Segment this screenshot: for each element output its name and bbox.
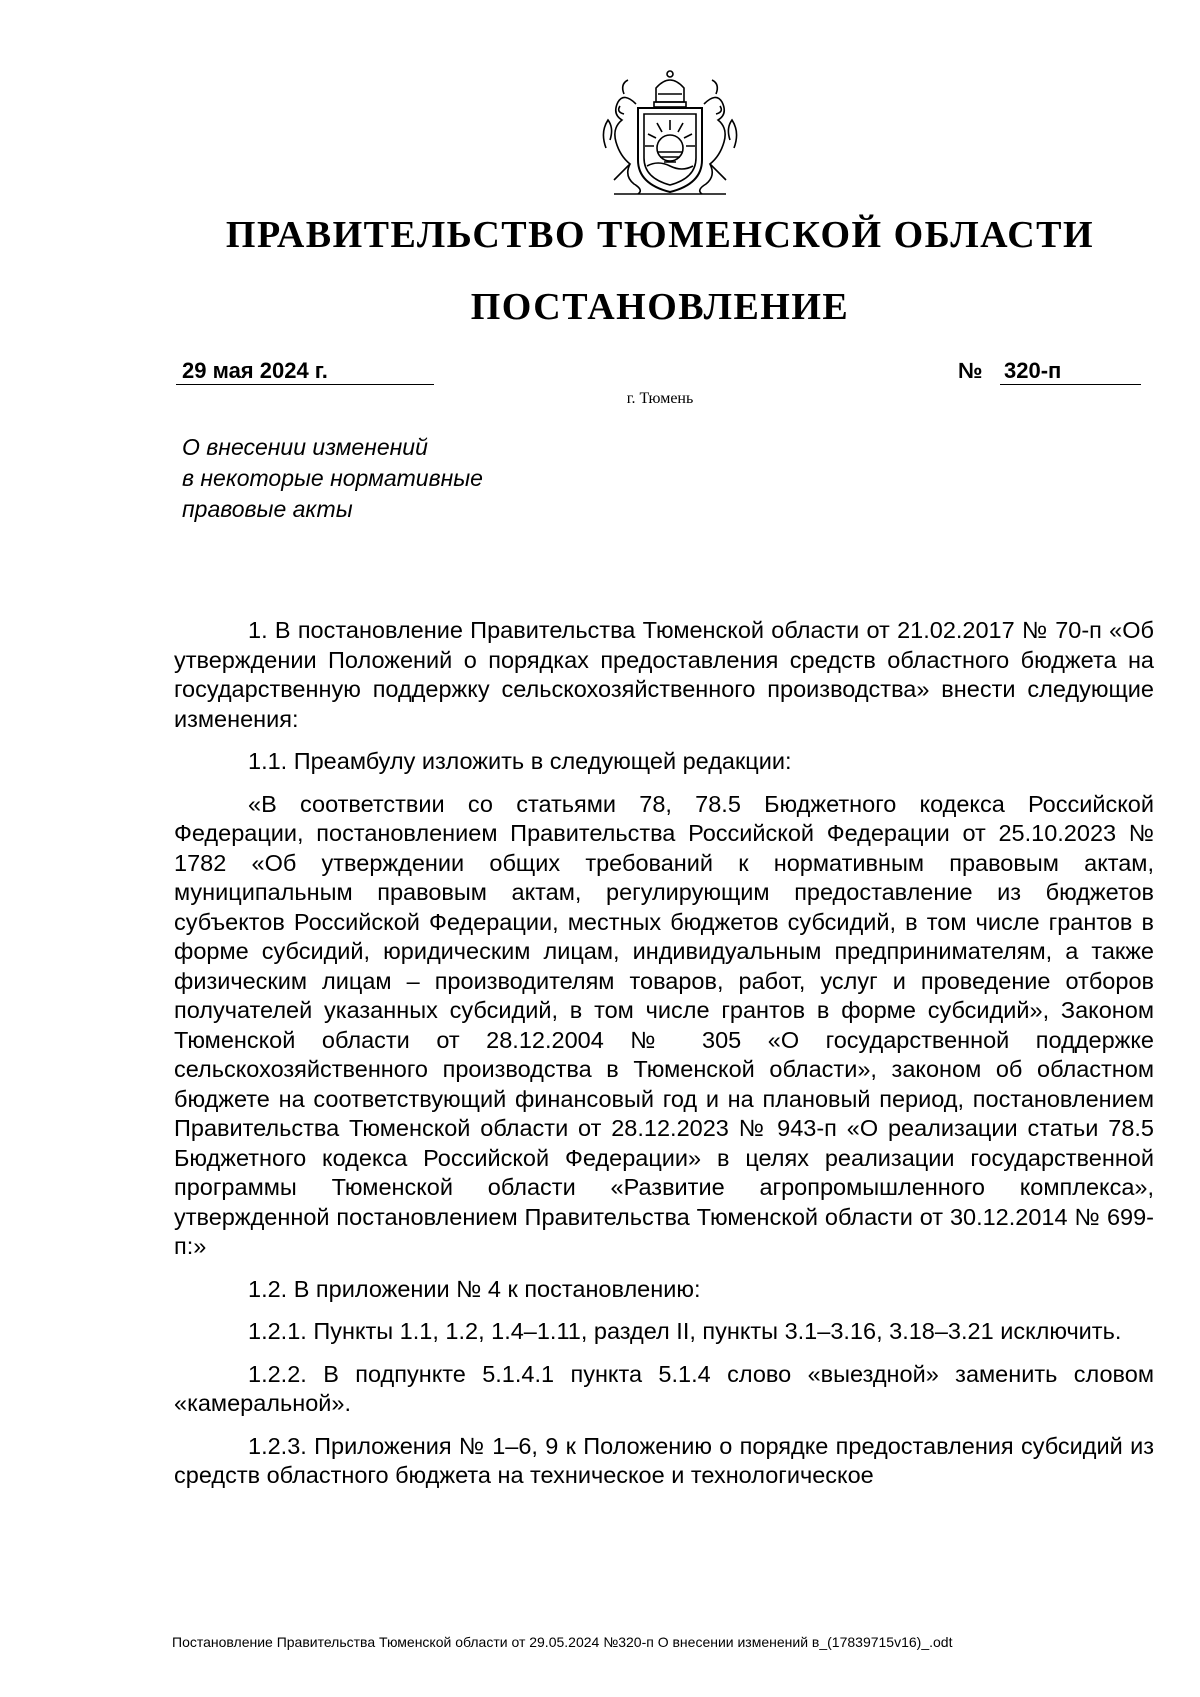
city: г. Тюмень (626, 390, 694, 407)
number-sign: № (958, 358, 983, 383)
document-date: 29 мая 2024 г. (182, 358, 328, 383)
document-number: 320-п (1004, 358, 1062, 383)
body-paragraph: 1.1. Преамбулу изложить в следующей редакции: (248, 748, 792, 774)
organization-title: ПРАВИТЕЛЬСТВО ТЮМЕНСКОЙ ОБЛАСТИ (225, 214, 1095, 256)
document-body (174, 616, 1154, 1504)
body-paragraph: 1.2.1. Пункты 1.1, 1.2, 1.4–1.11, раздел II, пункты 3.1–3.16, 3.18–3.21 исключить. (248, 1318, 1122, 1344)
document-subject (182, 432, 602, 525)
date-underline (176, 384, 434, 385)
subject-line: правовые акты (182, 496, 353, 522)
subject-line: в некоторые нормативные (182, 465, 483, 491)
tyumen-region-coat-of-arms-icon (594, 68, 746, 198)
body-paragraph: 1. В постановление Правительства Тюменской области от 21.02.2017 № 70-п «Об утверждении Положений о порядках предоставления средств областного бюджета на государственную поддержку сельскохозяйственного производства» внести следующие изменения: (174, 617, 1154, 732)
subject-line: О внесении изменений (182, 434, 428, 460)
page-footer: Постановление Правительства Тюменской области от 29.05.2024 №320-п О внесении изменений в_(17839715v16)_.odt (172, 1634, 953, 1650)
body-paragraph: «В соответствии со статьями 78, 78.5 Бюджетного кодекса Российской Федерации, постановлением Правительства Российской Федерации от 25.10.2023 № 1782 «Об утверждении общих требований к нормативным правовым актам, муниципальным правовым актам, регулирующим предоставление из бюджетов субъектов Российской Федерации, местных бюджетов субсидий, в том числе грантов в форме субсидий, юридическим лицам, индивидуальным предпринимателям, а также физическим лицам – производителям товаров, работ, услуг и проведение отборов получателей указанных субсидий, в том числе грантов в форме субсидий», Законом Тюменской области от 28.12.2004 № 305 «О государственной поддержке сельскохозяйственного производства в Тюменской области», законом об областном бюджете на соответствующий финансовый год и на плановый период, постановлением Правительства Тюменской области от 28.12.2023 № 943-п «О реализации статьи 78.5 Бюджетного кодекса Российской Федерации» в целях реализации государственной программы Тюменской области «Развитие агропромышленного комплекса», утвержденной постановлением Правительства Тюменской области от 30.12.2014 № 699-п:» (174, 790, 1154, 1259)
document-type: ПОСТАНОВЛЕНИЕ (470, 286, 850, 328)
number-underline (1000, 384, 1141, 385)
body-paragraph: 1.2. В приложении № 4 к постановлению: (248, 1275, 701, 1302)
body-paragraph: 1.2.3. Приложения № 1–6, 9 к Положению о порядке предоставления субсидий из средств областного бюджета на техническое и технологическое (174, 1432, 1154, 1488)
body-paragraph: 1.2.2. В подпункте 5.1.4.1 пункта 5.1.4 слово «выездной» заменить словом «камеральной». (174, 1360, 1154, 1416)
